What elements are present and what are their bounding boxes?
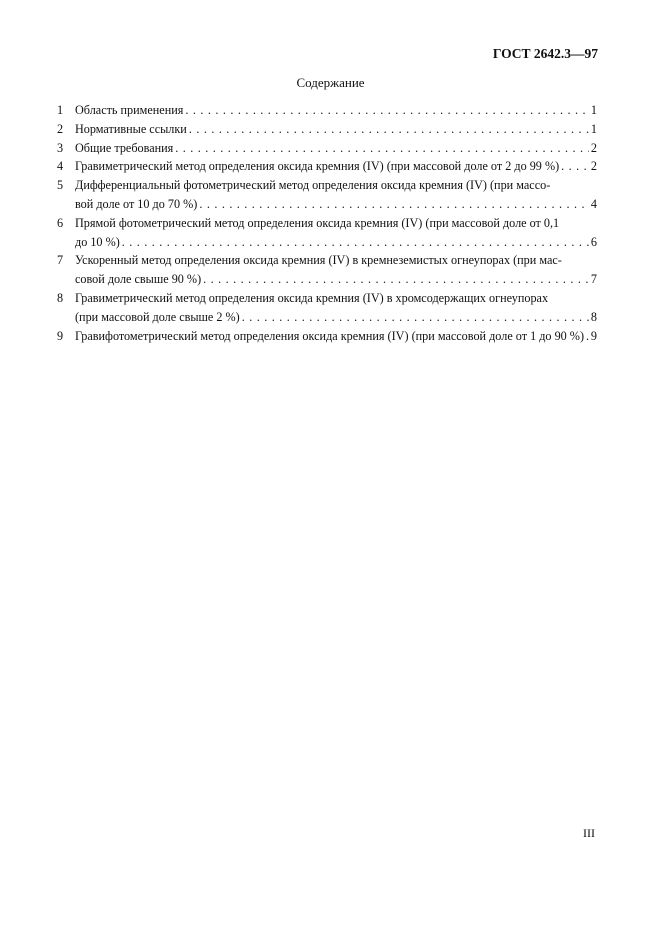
table-of-contents (57, 101, 597, 345)
dot-leader (187, 120, 589, 139)
toc-entry-title: Область применения (75, 103, 184, 117)
toc-entry-page: 4 (590, 196, 597, 211)
toc-entry-title-continuation: совой доле свыше 90 %) (75, 272, 202, 287)
toc-entry-title-continuation: (при массовой доле свыше 2 %) (75, 309, 240, 324)
toc-entry-title: Нормативные ссылки (75, 121, 187, 136)
toc-entry-number: 8 (57, 290, 64, 305)
toc-entry[interactable] (57, 251, 597, 289)
toc-entry-page: 7 (590, 272, 597, 287)
toc-entry[interactable] (57, 327, 597, 346)
toc-entry-number: 6 (57, 215, 64, 230)
toc-entry-page: 8 (590, 309, 597, 324)
toc-entry[interactable] (57, 214, 597, 252)
toc-entry-page: 2 (590, 140, 597, 155)
toc-entry-number: 1 (57, 103, 64, 117)
dot-leader (197, 195, 589, 214)
toc-entry-title: Гравиметрический метод определения оксида кремния (IV) (при массовой доле от 2 до 99 %) (75, 159, 560, 174)
toc-entry[interactable] (57, 139, 597, 158)
toc-entry[interactable] (57, 176, 597, 214)
toc-entry[interactable] (57, 101, 597, 120)
toc-entry-number: 4 (57, 159, 64, 174)
toc-entry-title: Дифференциальный фотометрический метод определения оксида кремния (IV) (при массо- (75, 178, 551, 193)
toc-entry-title-continuation: до 10 %) (75, 234, 120, 249)
dot-leader (201, 270, 589, 289)
toc-entry-page: 9 (590, 328, 597, 343)
toc-entry-number: 9 (57, 328, 64, 343)
toc-entry-title: Гравиметрический метод определения оксида кремния (IV) в хромсодержащих огнеупорах (75, 290, 549, 305)
toc-entry-page: 2 (590, 159, 597, 174)
dot-leader (240, 308, 589, 327)
toc-entry-page: 1 (590, 103, 597, 117)
toc-entry-number: 3 (57, 140, 64, 155)
toc-title: Содержание (296, 75, 365, 90)
toc-entry-number: 7 (57, 253, 64, 268)
page-number: III (583, 826, 595, 840)
toc-entry-number: 5 (57, 178, 64, 193)
toc-entry-title: Ускоренный метод определения оксида кремния (IV) в кремнеземистых огнеупорах (при мас- (75, 253, 562, 268)
dot-leader (173, 139, 589, 158)
toc-entry-title: Прямой фотометрический метод определения оксида кремния (IV) (при массовой доле от 0,1 (75, 215, 560, 230)
toc-entry[interactable] (57, 120, 597, 139)
dot-leader (183, 101, 589, 120)
toc-entry[interactable] (57, 157, 597, 176)
standard-code: ГОСТ 2642.3—97 (492, 46, 598, 61)
toc-entry-number: 2 (57, 121, 64, 136)
toc-entry-title-continuation: вой доле от 10 до 70 %) (75, 196, 198, 211)
toc-entry-title: Гравифотометрический метод определения оксида кремния (IV) (при массовой доле от 1 до 90 %) (75, 328, 585, 343)
toc-entry[interactable] (57, 289, 597, 327)
dot-leader (120, 233, 589, 252)
toc-entry-title: Общие требования (75, 140, 174, 155)
dot-leader (559, 157, 589, 176)
toc-entry-page: 6 (590, 234, 597, 249)
toc-entry-page: 1 (590, 121, 597, 136)
